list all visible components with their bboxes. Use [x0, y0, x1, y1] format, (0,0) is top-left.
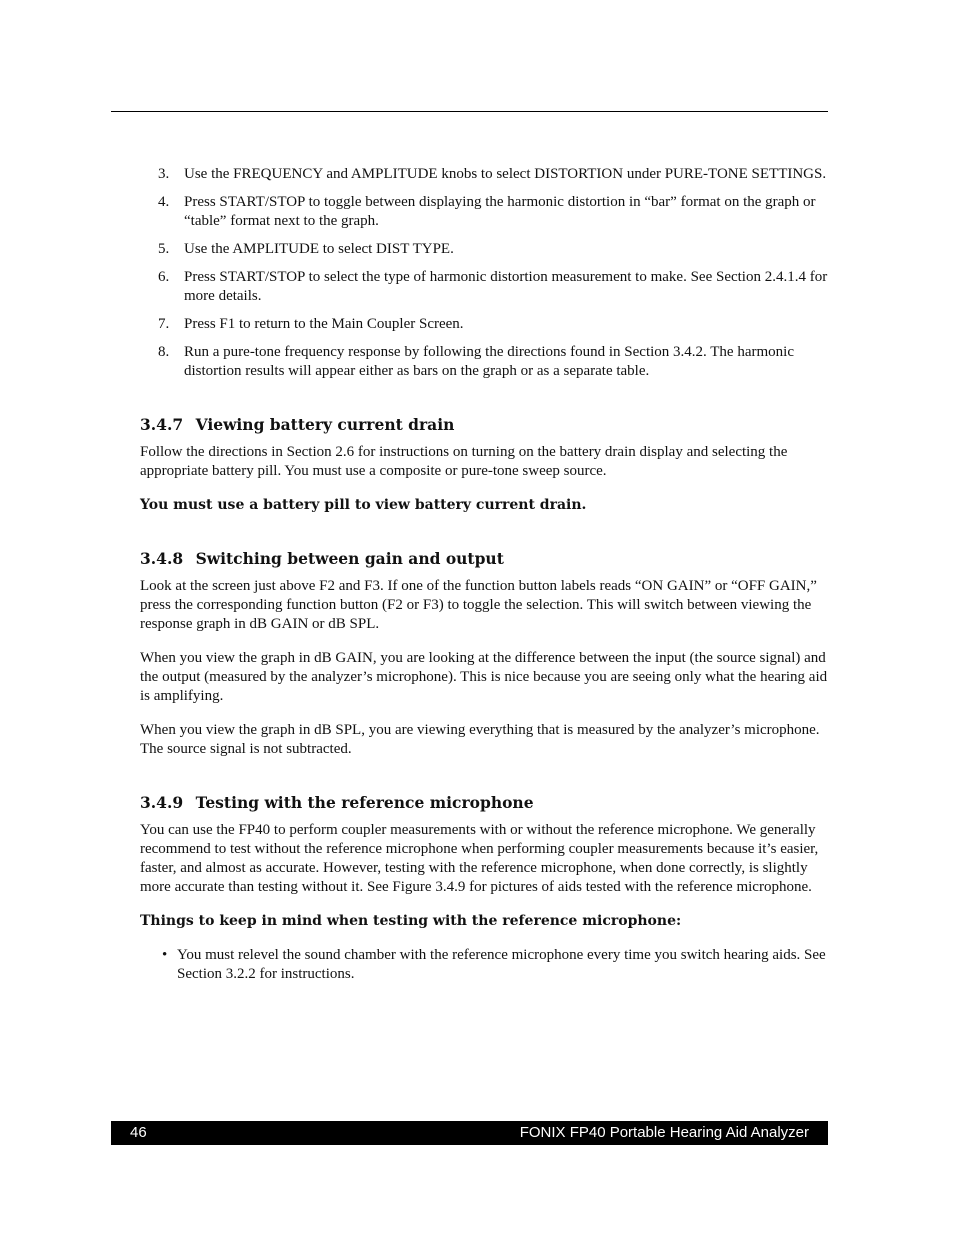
section-title: Switching between gain and output [195, 549, 504, 568]
step-number: 7. [158, 316, 170, 332]
section-title: Viewing battery current drain [195, 415, 455, 434]
section-number: 3.4.8 [140, 549, 184, 568]
bold-note: You must use a battery pill to view battery current drain. [140, 497, 587, 513]
section-heading-3-4-9 [140, 793, 830, 812]
step-text: Run a pure-tone frequency response by following the directions found in Section 3.4.2. The harmonic distortion results will appear either as bars on the graph or as a separate table. [184, 344, 794, 379]
step-text: Use the FREQUENCY and AMPLITUDE knobs to select DISTORTION under PURE-TONE SETTINGS. [184, 166, 827, 182]
step-number: 8. [158, 344, 170, 360]
paragraph: When you view the graph in dB SPL, you are viewing everything that is measured by the analyzer’s microphone. The source signal is not subtracted. [140, 722, 820, 757]
step-number: 6. [158, 269, 170, 285]
page-number: 46 [130, 1124, 147, 1141]
paragraph: Look at the screen just above F2 and F3. If one of the function button labels reads “ON GAIN” or “OFF GAIN,” press the corresponding function button (F2 or F3) to toggle the selection. This will switch between viewing the response graph in dB GAIN or dB SPL. [140, 578, 817, 632]
footer-title: FONIX FP40 Portable Hearing Aid Analyzer [519, 1124, 809, 1141]
list-item [140, 946, 830, 984]
list-item [140, 240, 830, 259]
section-heading-3-4-8 [140, 549, 830, 568]
list-item [140, 193, 830, 231]
step-number: 3. [158, 166, 170, 182]
paragraph: When you view the graph in dB GAIN, you are looking at the difference between the input (the source signal) and the output (measured by the analyzer’s microphone). This is nice because you are seeing only what the hearing aid is amplifying. [140, 650, 828, 704]
bullet-text: You must relevel the sound chamber with the reference microphone every time you switch hearing aids. See Section 3.2.2 for instructions. [177, 947, 826, 982]
procedure-steps [140, 165, 830, 381]
footer-bar [111, 1121, 828, 1145]
header-rule [111, 111, 828, 112]
section-number: 3.4.7 [140, 415, 184, 434]
section-title: Testing with the reference microphone [195, 793, 534, 812]
list-item [140, 268, 830, 306]
step-text: Press START/STOP to toggle between displaying the harmonic distortion in “bar” format on the graph or “table” format next to the graph. [184, 194, 816, 229]
paragraph: You can use the FP40 to perform coupler measurements with or without the reference microphone. We generally recommend to test without the reference microphone when performing coupler measurements because it’s easier, faster, and almost as accurate. However, testing with the reference microphone, when done correctly, is slightly more accurate than testing without it. See Figure 3.4.9 for pictures of aids tested with the reference microphone. [140, 822, 819, 895]
page-body [140, 165, 830, 984]
list-item [140, 315, 830, 334]
list-item [140, 165, 830, 184]
step-number: 4. [158, 194, 170, 210]
section-number: 3.4.9 [140, 793, 184, 812]
section-heading-3-4-7 [140, 415, 830, 434]
step-text: Press START/STOP to select the type of harmonic distortion measurement to make. See Section 2.4.1.4 for more details. [184, 269, 828, 304]
paragraph: Follow the directions in Section 2.6 for instructions on turning on the battery drain display and selecting the appropriate battery pill. You must use a composite or pure-tone sweep source. [140, 444, 788, 479]
step-text: Press F1 to return to the Main Coupler Screen. [184, 316, 464, 332]
step-number: 5. [158, 241, 170, 257]
bullet-list [140, 946, 830, 984]
bullet-icon: • [162, 947, 168, 963]
step-text: Use the AMPLITUDE to select DIST TYPE. [184, 241, 454, 257]
bold-note: Things to keep in mind when testing with the reference microphone: [140, 913, 682, 929]
list-item [140, 343, 830, 381]
